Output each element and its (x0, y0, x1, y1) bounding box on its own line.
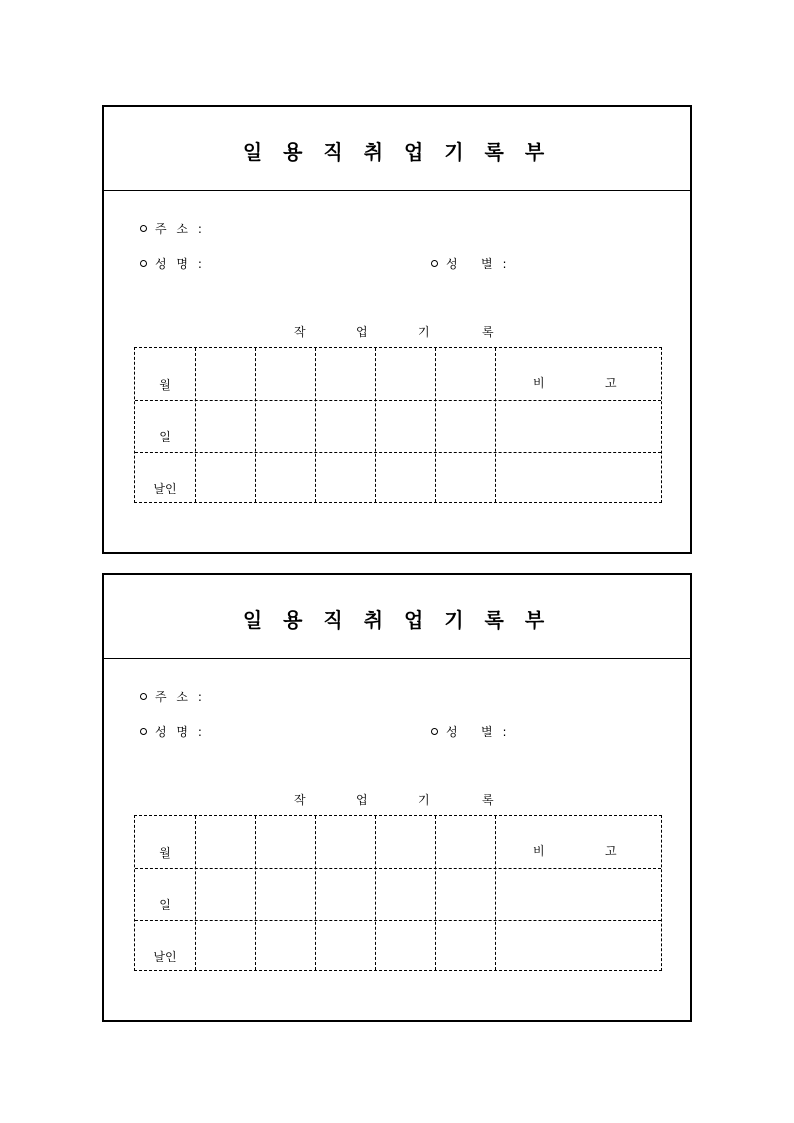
row-label-day: 일 (159, 430, 171, 444)
gender-label: 성 별 : (446, 725, 510, 739)
work-record-heading-char: 기 (418, 793, 430, 807)
column-divider (255, 348, 256, 502)
card-title: 일 용 직 취 업 기 록 부 (242, 140, 552, 164)
work-record-table (134, 815, 662, 971)
circle-bullet-icon (140, 260, 147, 267)
column-divider (435, 816, 436, 970)
column-divider (375, 816, 376, 970)
address-label: 주 소 : (155, 222, 205, 236)
row-label-month: 월 (159, 846, 171, 860)
remarks-header-char: 고 (605, 844, 617, 858)
column-divider (435, 348, 436, 502)
circle-bullet-icon (140, 693, 147, 700)
name-label: 성 명 : (155, 257, 205, 271)
work-record-heading-char: 기 (418, 325, 430, 339)
work-record-heading-char: 업 (356, 325, 368, 339)
work-record-heading-char: 작 (294, 325, 306, 339)
work-record-heading-char: 작 (294, 793, 306, 807)
work-record-heading-char: 록 (482, 325, 494, 339)
column-divider (195, 816, 196, 970)
circle-bullet-icon (140, 225, 147, 232)
gender-field (431, 723, 510, 740)
title-divider (104, 658, 690, 659)
name-label: 성 명 : (155, 725, 205, 739)
employment-record-card-2 (102, 573, 692, 1022)
row-label-seal: 날인 (153, 950, 177, 964)
column-divider (315, 816, 316, 970)
gender-label: 성 별 : (446, 257, 510, 271)
work-record-table (134, 347, 662, 503)
title-divider (104, 190, 690, 191)
address-label: 주 소 : (155, 690, 205, 704)
remarks-header-char: 비 (533, 844, 545, 858)
card-title: 일 용 직 취 업 기 록 부 (242, 608, 552, 632)
row-label-seal: 날인 (153, 482, 177, 496)
column-divider (495, 816, 496, 970)
row-divider (135, 452, 661, 453)
address-field (140, 688, 205, 705)
row-label-day: 일 (159, 898, 171, 912)
column-divider (315, 348, 316, 502)
remarks-header-char: 고 (605, 376, 617, 390)
work-record-heading-char: 업 (356, 793, 368, 807)
column-divider (495, 348, 496, 502)
row-divider (135, 400, 661, 401)
remarks-header-char: 비 (533, 376, 545, 390)
column-divider (255, 816, 256, 970)
column-divider (375, 348, 376, 502)
name-field (140, 255, 205, 272)
column-divider (195, 348, 196, 502)
circle-bullet-icon (431, 260, 438, 267)
address-field (140, 220, 205, 237)
name-field (140, 723, 205, 740)
row-divider (135, 920, 661, 921)
employment-record-card-1 (102, 105, 692, 554)
row-label-month: 월 (159, 378, 171, 392)
gender-field (431, 255, 510, 272)
row-divider (135, 868, 661, 869)
work-record-heading-char: 록 (482, 793, 494, 807)
circle-bullet-icon (140, 728, 147, 735)
circle-bullet-icon (431, 728, 438, 735)
